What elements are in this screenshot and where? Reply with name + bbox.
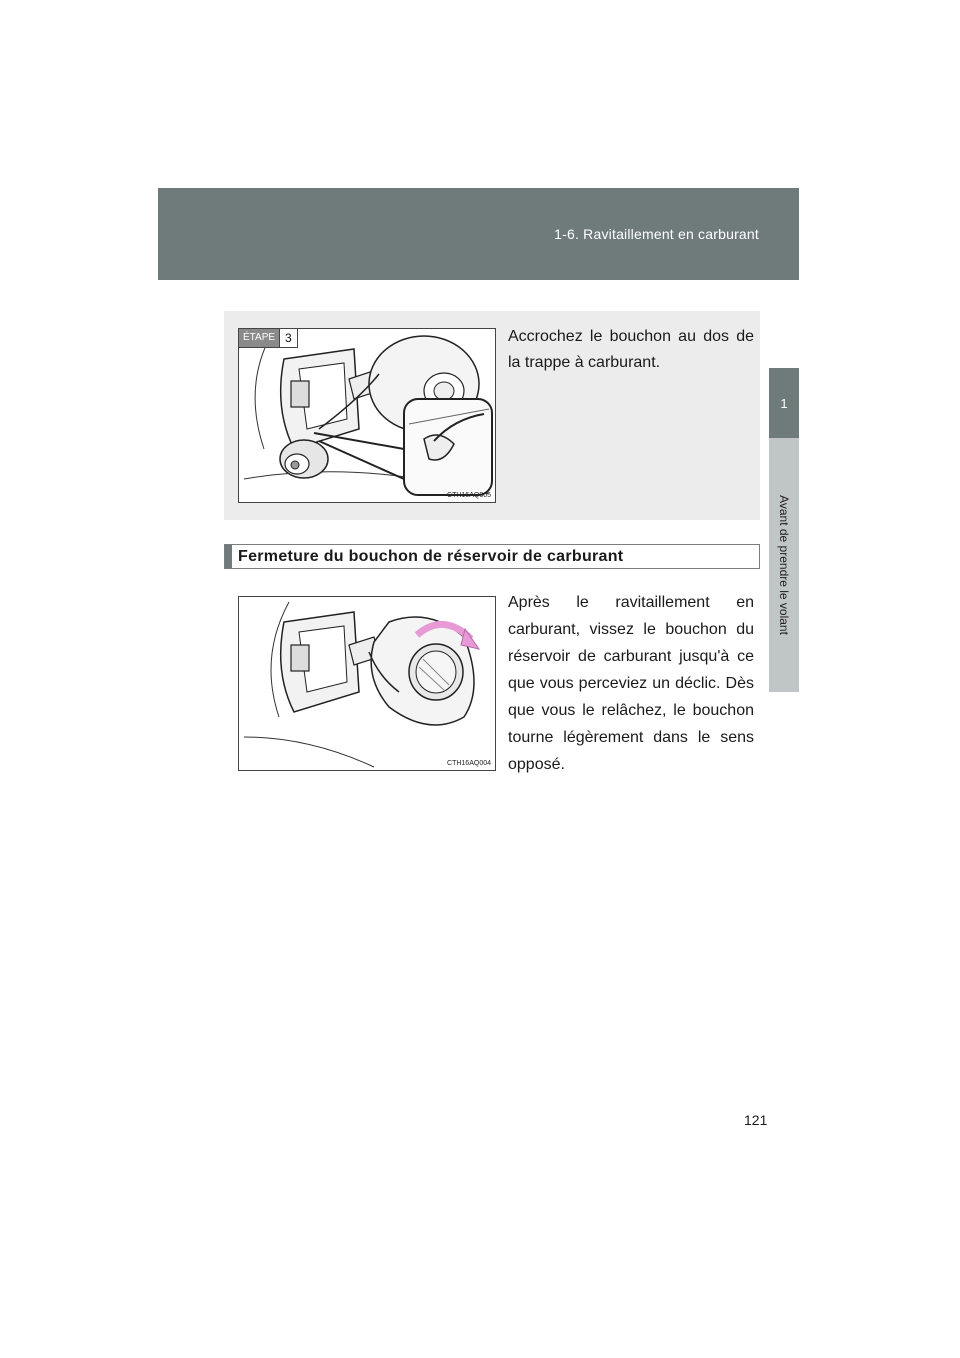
section-heading-title: Fermeture du bouchon de réservoir de carburant <box>238 548 624 565</box>
chapter-label: Avant de prendre le volant <box>777 495 791 635</box>
step-instruction: Accrochez le bouchon au dos de la trappe à carburant. <box>508 328 754 371</box>
section-heading <box>224 544 760 569</box>
fuel-cap-closing-illustration <box>239 597 495 770</box>
page-number: 121 <box>744 1112 768 1128</box>
chapter-tab: 1 <box>769 368 799 438</box>
figure-code: CTH16AQ005 <box>447 492 491 499</box>
section-breadcrumb: 1-6. Ravitaillement en carburant <box>554 226 759 242</box>
section-illustration <box>238 596 496 771</box>
header-band <box>158 188 799 280</box>
figure-code: CTH16AQ004 <box>447 760 491 767</box>
fuel-door-cap-hooked-illustration <box>239 329 495 502</box>
step-badge-word: ÉTAPE <box>239 329 279 347</box>
section-heading-accent <box>225 545 232 568</box>
step-illustration <box>238 328 496 503</box>
step-badge <box>239 329 298 348</box>
section-body-text: Après le ravitaillement en carburant, vissez le bouchon du réservoir de carburant jusqu'à ce que vous perceviez un déclic. Dès que vous le relâchez, le bouchon tourne légèrement dans le sens opposé. <box>508 594 754 773</box>
step-badge-number: 3 <box>279 329 297 347</box>
